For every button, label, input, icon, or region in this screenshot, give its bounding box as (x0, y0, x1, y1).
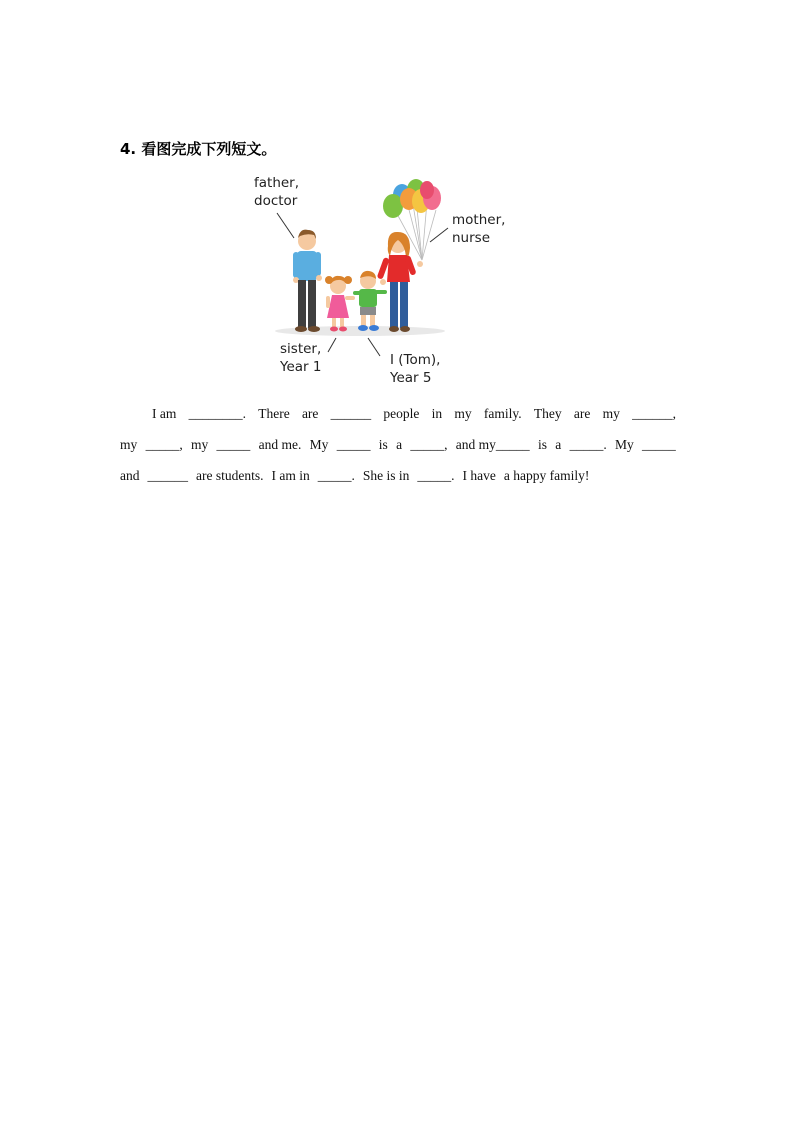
word: My (309, 437, 329, 452)
word: my (190, 437, 209, 452)
answer-blank[interactable]: _____ (336, 437, 371, 452)
answer-blank[interactable]: _____ (216, 437, 251, 452)
word: and (120, 468, 140, 483)
answer-blank[interactable]: _____, (145, 437, 183, 452)
sister-label: sister, Year 1 (280, 341, 322, 375)
answer-blank[interactable]: ________. (188, 406, 246, 421)
word: a (555, 437, 562, 452)
answer-blank[interactable]: _____. (569, 437, 607, 452)
word: my (120, 437, 138, 452)
word: My (614, 437, 634, 452)
word: are students. (196, 468, 264, 483)
sister-pointer (328, 338, 336, 352)
word: I am (152, 406, 177, 421)
fill-in-passage (120, 398, 676, 491)
word: people (383, 406, 420, 421)
answer-blank[interactable]: _____. (417, 468, 455, 483)
balloons (383, 179, 441, 218)
answer-blank[interactable]: ______, (632, 406, 676, 421)
mother-label: mother, nurse (452, 212, 506, 246)
answer-blank[interactable]: ______ (147, 468, 188, 483)
word: a happy family! (503, 468, 590, 483)
word: are (301, 406, 319, 421)
answer-blank[interactable]: _____. (317, 468, 355, 483)
passage-line-1 (120, 398, 676, 429)
family-illustration (250, 168, 530, 390)
word: I have (462, 468, 496, 483)
answer-blank[interactable]: _____, (410, 437, 448, 452)
tom-label: I (Tom), Year 5 (390, 352, 441, 386)
word: are (573, 406, 591, 421)
answer-blank[interactable]: ______ (330, 406, 372, 421)
word: I am in (271, 468, 310, 483)
passage-line-2 (120, 429, 676, 460)
word: She is in (362, 468, 410, 483)
tom-pointer (368, 338, 380, 356)
word: is (537, 437, 547, 452)
answer-blank[interactable]: and my_____ (455, 437, 530, 452)
answer-blank[interactable]: _____ (642, 437, 676, 452)
father-label: father, doctor (254, 175, 300, 209)
mother-pointer (430, 228, 448, 242)
father-figure (293, 230, 322, 332)
sister-figure (325, 276, 355, 332)
mother-figure (377, 232, 423, 332)
father-pointer (277, 213, 294, 238)
word: my (454, 406, 472, 421)
word: and me. (258, 437, 302, 452)
word: is (378, 437, 388, 452)
word: family. (483, 406, 522, 421)
passage-line-3 (120, 460, 676, 491)
word: They (533, 406, 562, 421)
word: in (431, 406, 443, 421)
word: a (396, 437, 403, 452)
word: my (602, 406, 620, 421)
question-title: 4. 看图完成下列短文。 (120, 140, 277, 158)
word: There (258, 406, 290, 421)
